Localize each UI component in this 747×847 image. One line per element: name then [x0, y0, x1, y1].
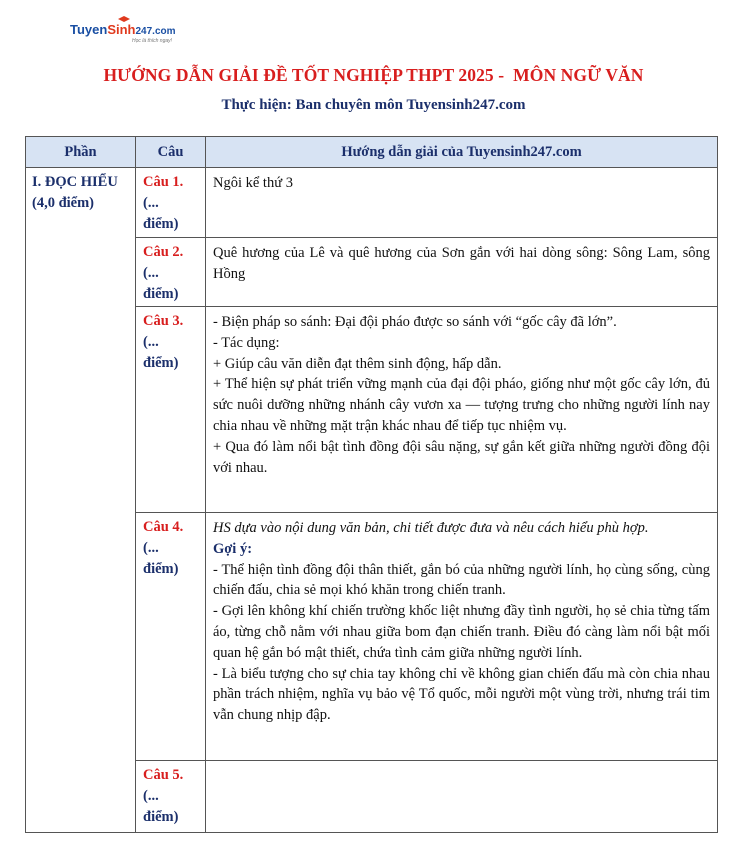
answer-line: + Giúp câu văn diễn đạt thêm sinh động, hấp dẫn.	[213, 355, 502, 372]
answer-line: - Gợi lên không khí chiến trường khốc liệt nhưng đầy tình người, họ sẻ chia từng tấm áo, từng chỗ nằm với nhau giữa bom đạn chiến tranh. Điều đó càng làm nổi bật mối quan hệ gắn bó mật thiết, chứa tình cảm giữa những người lính.	[213, 603, 710, 661]
question-label: Câu 2.	[143, 244, 184, 260]
question-score: (...	[143, 194, 159, 211]
answer-line: - Tác dụng:	[213, 334, 280, 351]
question-score-unit: điểm)	[143, 215, 179, 232]
logo-text-tuyen: Tuyen	[70, 22, 108, 37]
question-cell	[136, 761, 206, 833]
answer-line: Quê hương của Lê và quê hương của Sơn gắn với hai dòng sông: Sông Lam, sông Hồng	[213, 245, 710, 282]
answer-line: + Thể hiện sự phát triển vững mạnh của đại đội pháo, giống như một gốc cây lớn, đủ sức nuôi dưỡng những nhánh cây vươn xa — tượng trưng cho những người lính nay chia nhau về những mặt trận khác nhau để tiếp tục nhiệm vụ.	[213, 376, 710, 434]
answer-line: - Là biểu tượng cho sự chia tay không chỉ về không gian chiến đấu mà còn chia nhau phần trách nhiệm, nghĩa vụ bảo vệ Tổ quốc, mỗi người một vùng trời, nhưng trái tim vẫn chung nhịp đập.	[213, 665, 710, 724]
answer-line: - Biện pháp so sánh: Đại đội pháo được so sánh với “gốc cây đã lớn”.	[213, 314, 617, 330]
answer-line: - Thể hiện tình đồng đội thân thiết, gắn bó của những người lính, họ cùng sống, cùng chiến đấu, chia sẻ mọi khó khăn trong chiến tranh.	[213, 561, 710, 599]
question-score-unit: điểm)	[143, 560, 179, 577]
section-cell	[26, 168, 136, 833]
answer-cell	[206, 513, 718, 761]
question-label: Câu 1.	[143, 174, 184, 190]
answer-hint: Gợi ý:	[213, 540, 253, 557]
answer-cell	[206, 168, 718, 238]
question-score: (...	[143, 333, 159, 350]
logo-text-sinh: Sinh	[107, 22, 136, 37]
question-score: (...	[143, 787, 159, 804]
question-cell	[136, 238, 206, 307]
table-header-row	[26, 137, 718, 168]
site-logo[interactable]	[70, 22, 176, 46]
header-question: Câu	[136, 137, 206, 168]
logo-text-domain: 247.com	[135, 26, 176, 37]
logo-tagline: Học là thích ngay!	[132, 38, 173, 44]
question-cell	[136, 513, 206, 761]
page-subtitle: Thực hiện: Ban chuyên môn Tuyensinh247.com	[221, 97, 526, 113]
answer-cell	[206, 238, 718, 307]
answer-table	[25, 136, 718, 833]
page-title: HƯỚNG DẪN GIẢI ĐỀ TỐT NGHIỆP THPT 2025 - MÔN NGỮ VĂN	[103, 65, 644, 85]
answer-cell	[206, 307, 718, 513]
answer-line: + Qua đó làm nổi bật tình đồng đội sâu nặng, sự gắn kết giữa những người đồng đội với nhau.	[213, 438, 710, 476]
question-label: Câu 5.	[143, 767, 184, 783]
question-score: (...	[143, 539, 159, 556]
header-guide: Hướng dẫn giải của Tuyensinh247.com	[206, 137, 718, 168]
answer-line: Ngôi kể thứ 3	[213, 175, 293, 191]
graduation-cap-icon	[118, 16, 130, 22]
question-label: Câu 3.	[143, 313, 184, 329]
question-score-unit: điểm)	[143, 808, 179, 825]
question-cell	[136, 168, 206, 238]
table-row	[26, 168, 718, 238]
question-cell	[136, 307, 206, 513]
question-score-unit: điểm)	[143, 285, 179, 302]
question-label: Câu 4.	[143, 519, 184, 535]
header-part: Phần	[26, 137, 136, 168]
question-score-unit: điểm)	[143, 354, 179, 371]
question-score: (...	[143, 264, 159, 281]
section-name: I. ĐỌC HIỂU	[32, 174, 118, 190]
answer-cell	[206, 761, 718, 833]
section-points: (4,0 điểm)	[32, 194, 95, 211]
answer-intro: HS dựa vào nội dung văn bản, chi tiết được đưa và nêu cách hiểu phù hợp.	[213, 520, 649, 536]
